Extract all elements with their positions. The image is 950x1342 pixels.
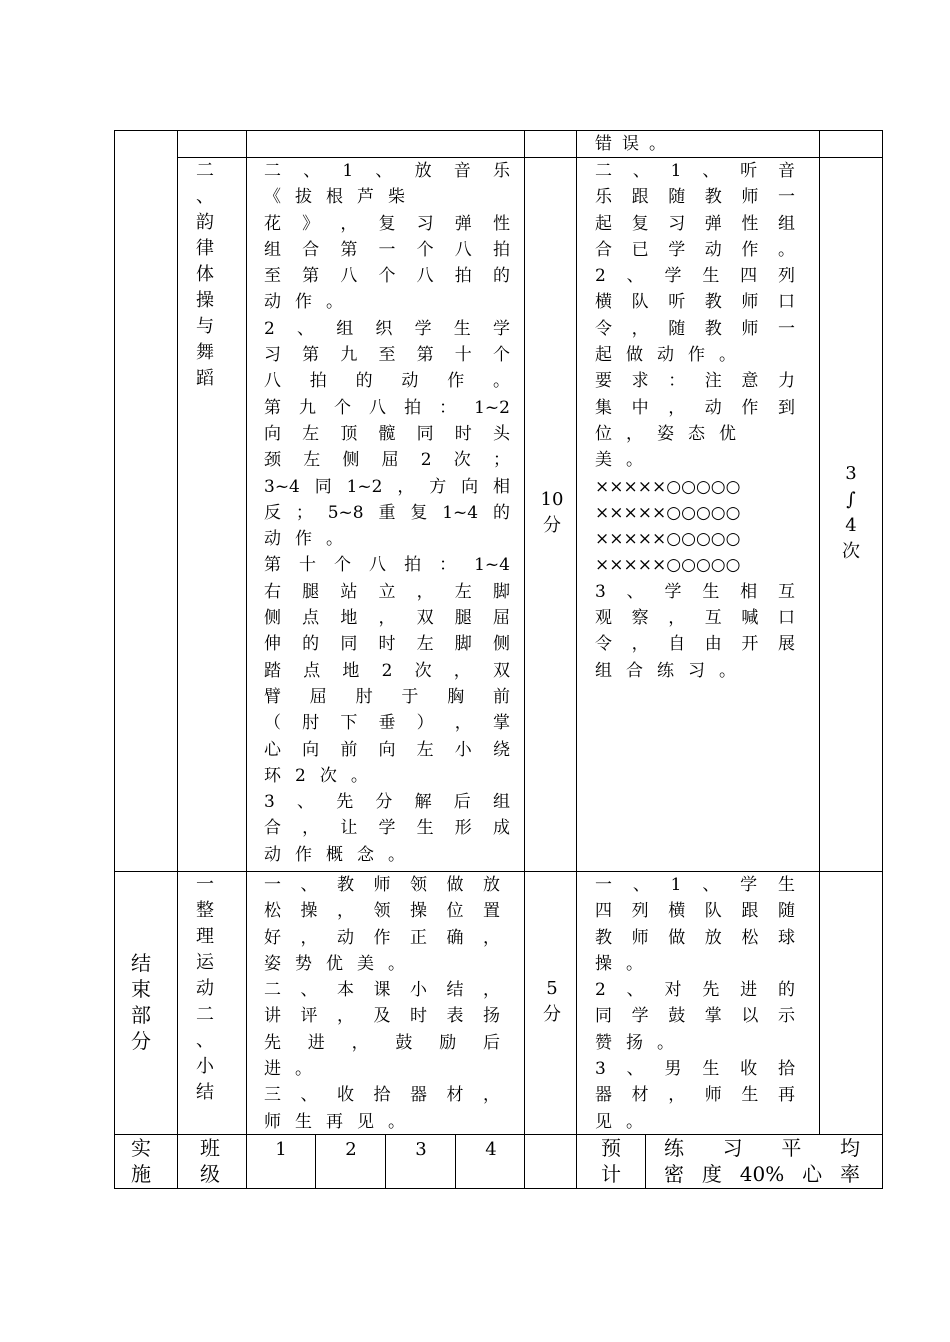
col-divider xyxy=(819,130,820,1135)
estimate-label xyxy=(594,1135,628,1187)
part-label-end xyxy=(124,950,158,1054)
teacher-activity-line: 讲 评 ， 及 时 表 扬 xyxy=(264,1006,500,1027)
teacher-activity-line: 第 十 个 八 拍 ： 1~4 xyxy=(264,555,510,576)
teacher-activity-line: 动 作 概 念 。 xyxy=(264,844,405,865)
teacher-activity-line: 动 作 。 xyxy=(264,529,343,550)
class-label-char: 级 xyxy=(200,1162,220,1186)
teacher-activity-line: 2 、 组 织 学 生 学 xyxy=(264,318,510,339)
teacher-activity-line: 松 操 ， 领 操 位 置 xyxy=(264,901,500,922)
col-divider xyxy=(576,130,577,1189)
student-activity-line: × × × × × ○ ○ ○ ○ ○ xyxy=(595,502,741,523)
section-label-char: 律 xyxy=(196,238,214,259)
section-label-char: 韵 xyxy=(196,212,214,233)
student-activity-line: 3 、 学 生 相 互 xyxy=(595,581,795,602)
table-border-left xyxy=(114,130,115,1189)
student-activity-line: 横 队 听 教 师 口 xyxy=(595,292,795,313)
repetitions-rhythm xyxy=(836,461,866,565)
student-activity-line: 合 已 学 动 作 。 xyxy=(595,239,795,260)
time-char: 5 xyxy=(546,978,558,999)
student-activity-line: 起 复 习 弹 性 组 xyxy=(595,213,795,234)
class-label xyxy=(193,1135,227,1187)
teacher-activity-line: 伸 的 同 时 左 脚 侧 xyxy=(264,634,510,655)
implement-char: 实 xyxy=(131,1136,151,1160)
table-border-right xyxy=(882,130,883,1189)
student-activity-line: 令 ， 自 由 开 展 xyxy=(595,634,795,655)
teacher-activity-line: 花 》 ， 复 习 弹 性 xyxy=(264,213,510,234)
teacher-activity-rhythm xyxy=(264,158,510,868)
estimate-char: 预 xyxy=(601,1136,621,1160)
student-activity-line: 器 材 ， 师 生 再 xyxy=(595,1085,795,1106)
col-divider xyxy=(524,130,525,1189)
teacher-activity-line: 好 ， 动 作 正 确 ， xyxy=(264,927,500,948)
student-activity-line: 四 列 横 队 跟 随 xyxy=(595,901,795,922)
teacher-activity-line: 臂 屈 肘 于 胸 前 xyxy=(264,686,510,707)
student-activity-line: × × × × × ○ ○ ○ ○ ○ xyxy=(595,476,741,497)
class-number-3: 3 xyxy=(415,1139,427,1160)
table-border-top xyxy=(114,130,883,131)
teacher-activity-line: 一 、 教 师 领 做 放 xyxy=(264,875,500,895)
section-label-char: 二 xyxy=(196,160,214,181)
teacher-activity-line: 进 。 xyxy=(264,1059,312,1080)
time-char: 分 xyxy=(543,1004,561,1025)
teacher-activity-line: 3~4 同 1~2 ， 方 向 相 xyxy=(264,476,510,497)
student-activity-line: 集 中 ， 动 作 到 xyxy=(595,397,795,418)
student-activity-line: 二 、 1 、 听 音 xyxy=(595,161,795,181)
section-label-char: 、 xyxy=(196,1030,214,1051)
student-activity-line: 赞 扬 。 xyxy=(595,1032,674,1053)
section-label-end xyxy=(190,872,220,1106)
teacher-activity-line: 右 腿 站 立 ， 左 脚 xyxy=(264,581,510,602)
repetitions-char: ∫ xyxy=(846,489,856,510)
student-activity-line: 同 学 鼓 掌 以 示 xyxy=(595,1006,795,1027)
table-border-bottom xyxy=(114,1188,883,1189)
student-activity-line: 2 、 学 生 四 列 xyxy=(595,266,795,287)
section-label-char: 整 xyxy=(196,900,214,921)
teacher-activity-line: 动 作 。 xyxy=(264,292,343,313)
student-activity-line: 要 求 ： 注 意 力 xyxy=(595,371,795,392)
repetitions-char: 3 xyxy=(845,463,857,484)
teacher-activity-line: 第 九 个 八 拍 ： 1~2 xyxy=(264,397,510,418)
part-label-char: 结 xyxy=(131,951,151,975)
teacher-activity-line: 先 进 ， 鼓 励 后 xyxy=(264,1032,500,1053)
section-label-char: 一 xyxy=(196,874,214,895)
implement-char: 施 xyxy=(131,1162,151,1186)
teacher-activity-line: 心 向 前 向 左 小 绕 xyxy=(264,739,510,760)
teacher-activity-line: 颈 左 侧 屈 2 次 ； xyxy=(264,450,510,471)
section-label-char: 与 xyxy=(196,316,214,337)
teacher-activity-line: 师 生 再 见 。 xyxy=(264,1111,405,1132)
time-end xyxy=(537,976,567,1028)
section-label-char: 二 xyxy=(196,1004,214,1025)
implement-label xyxy=(124,1135,158,1187)
student-activity-end xyxy=(595,872,795,1135)
class-label-char: 班 xyxy=(200,1136,220,1160)
student-activity-line: 组 合 练 习 。 xyxy=(595,660,736,681)
section-label-char: 小 xyxy=(196,1056,214,1077)
teacher-activity-line: 合 ， 让 学 生 形 成 xyxy=(264,818,510,839)
section-label-char: 蹈 xyxy=(196,368,214,389)
teacher-activity-line: 习 第 九 至 第 十 个 xyxy=(264,345,510,366)
student-text-line: 错误。 xyxy=(595,134,676,154)
section-label-char: 、 xyxy=(196,186,214,207)
part-label-char: 束 xyxy=(131,977,151,1001)
teacher-activity-line: 二 、 1 、 放 音 乐 xyxy=(264,161,510,181)
class-number-2: 2 xyxy=(345,1139,357,1160)
section-label-char: 结 xyxy=(196,1082,214,1103)
estimate-char: 计 xyxy=(601,1162,621,1186)
teacher-activity-line: （ 肘 下 垂 ） ， 掌 xyxy=(264,713,510,734)
teacher-activity-line: 踏 点 地 2 次 ， 双 xyxy=(264,660,510,681)
section-label-char: 运 xyxy=(196,952,214,973)
part-label-char: 分 xyxy=(131,1029,151,1053)
density-line-2: 密 度 40% 心 率 xyxy=(664,1162,860,1187)
teacher-activity-line: 至 第 八 个 八 拍 的 xyxy=(264,266,510,287)
section-label-char: 理 xyxy=(196,926,214,947)
teacher-activity-line: 侧 点 地 ， 双 腿 屈 xyxy=(264,608,510,629)
student-activity-line: 教 师 做 放 松 球 xyxy=(595,927,795,948)
student-activity-line: × × × × × ○ ○ ○ ○ ○ xyxy=(595,529,741,550)
section-label-char: 舞 xyxy=(196,342,214,363)
teacher-activity-line: 反 ； 5~8 重 复 1~4 的 xyxy=(264,502,510,523)
student-activity-line: 2 、 对 先 进 的 xyxy=(595,980,795,1001)
class-number-4: 4 xyxy=(485,1139,497,1160)
teacher-activity-line: 姿 势 优 美 。 xyxy=(264,953,405,974)
col-divider xyxy=(246,130,247,1189)
estimate-col-divider xyxy=(645,1134,646,1189)
student-activity-line: 3 、 男 生 收 拾 xyxy=(595,1059,795,1080)
teacher-activity-end xyxy=(264,872,500,1135)
teacher-activity-line: 向 左 顶 髋 同 时 头 xyxy=(264,423,510,444)
student-activity-line: 一 、 1 、 学 生 xyxy=(595,875,795,895)
top-student-text xyxy=(595,131,685,157)
teacher-activity-line: 八 拍 的 动 作 。 xyxy=(264,371,510,392)
section-label-char: 动 xyxy=(196,978,214,999)
part-label-char: 部 xyxy=(131,1003,151,1027)
student-activity-line: 位 ， 姿 态 优 xyxy=(595,423,736,444)
col-divider xyxy=(177,130,178,1189)
time-rhythm xyxy=(537,487,567,539)
student-activity-line: 美 。 xyxy=(595,450,643,471)
teacher-activity-line: 环 2 次 。 xyxy=(264,765,368,786)
density-text xyxy=(664,1135,860,1188)
repetitions-char: 次 xyxy=(842,541,860,562)
class-number-1: 1 xyxy=(275,1139,287,1160)
density-line-1: 练 习 平 均 xyxy=(664,1136,860,1160)
time-char: 分 xyxy=(543,515,561,536)
student-activity-line: 观 察 ， 互 喊 口 xyxy=(595,608,795,629)
student-activity-line: 操 。 xyxy=(595,953,643,974)
student-activity-line: 起 做 动 作 。 xyxy=(595,345,736,366)
section-label-char: 操 xyxy=(196,290,214,311)
student-activity-line: 乐 跟 随 教 师 一 xyxy=(595,187,795,208)
teacher-activity-line: 组 合 第 一 个 八 拍 xyxy=(264,239,510,260)
teacher-activity-line: 二 、 本 课 小 结 ， xyxy=(264,980,500,1001)
section-label-rhythm xyxy=(190,158,220,392)
teacher-activity-line: 三 、 收 拾 器 材 ， xyxy=(264,1085,500,1106)
student-activity-line: × × × × × ○ ○ ○ ○ ○ xyxy=(595,555,741,576)
student-activity-line: 见 。 xyxy=(595,1111,643,1132)
time-char: 10 xyxy=(540,489,564,510)
section-label-char: 体 xyxy=(196,264,214,285)
repetitions-char: 4 xyxy=(845,515,857,536)
teacher-activity-line: 3 、 先 分 解 后 组 xyxy=(264,792,510,813)
teacher-activity-line: 《 拔 根 芦 柴 xyxy=(264,187,405,208)
student-activity-rhythm xyxy=(595,158,795,684)
student-activity-line: 令 ， 随 教 师 一 xyxy=(595,318,795,339)
